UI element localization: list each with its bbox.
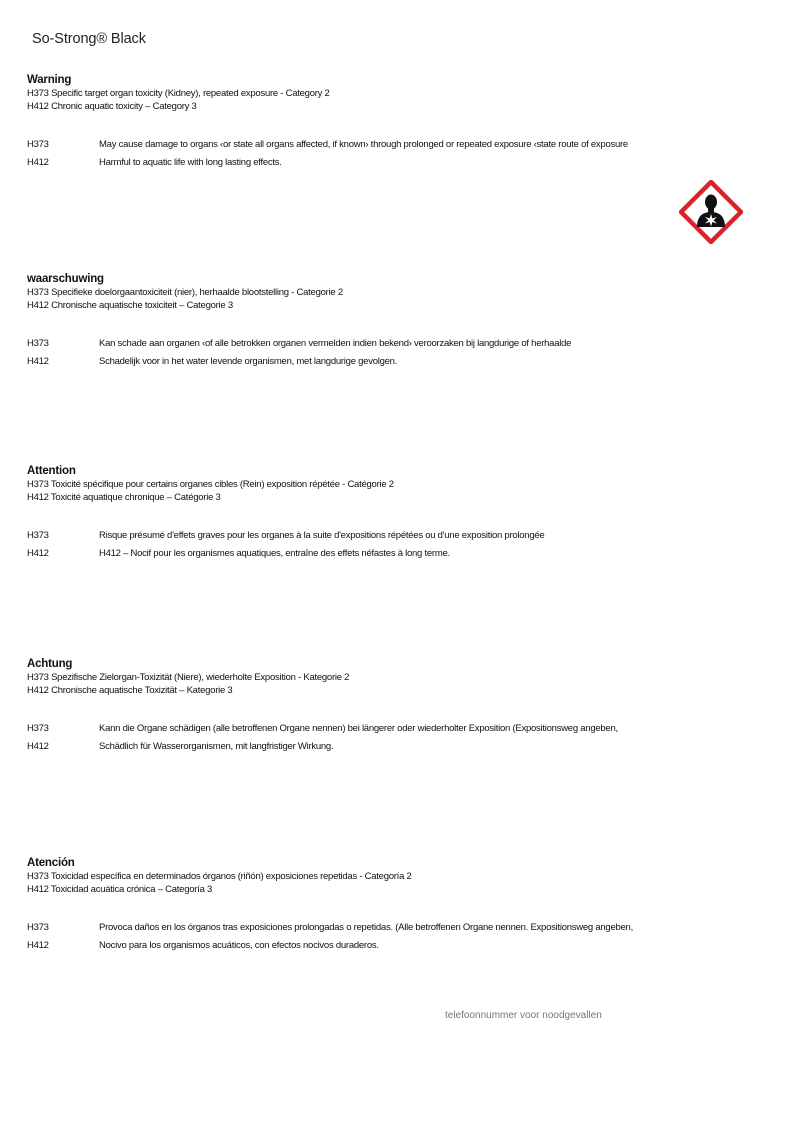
hazard-section-nl [27, 272, 747, 373]
emergency-phone-label: telefoonnummer voor noodgevallen [445, 1010, 602, 1021]
hazard-classification: H412 Chronic aquatic toxicity – Category 3 [27, 101, 197, 112]
hazard-code: H373 [27, 338, 49, 349]
hazard-statement-text: Nocivo para los organismos acuáticos, con efectos nocivos duraderos. [99, 940, 379, 951]
hazard-statement-row [27, 921, 747, 939]
hazard-statements [27, 529, 747, 565]
signal-word: Warning [27, 74, 72, 86]
hazard-statement-text: Schädlich für Wasserorganismen, mit langfristiger Wirkung. [99, 741, 334, 752]
hazard-statement-text: Risque présumé d'effets graves pour les organes à la suite d'expositions répétées ou d'une exposition prolongée [99, 530, 545, 541]
hazard-statement-text: Provoca daños en los órganos tras exposiciones prolongadas o repetidas. (Alle betroffenen Organe nennen. Expositionsweg angeben, [99, 922, 633, 933]
hazard-classification: H373 Toxicidad específica en determinados órganos (riñón) exposiciones repetidas - Categoría 2 [27, 871, 412, 882]
hazard-statement-row [27, 939, 747, 957]
hazard-statements [27, 921, 747, 957]
signal-word: Attention [27, 465, 76, 477]
hazard-classification: H412 Chronische aquatische toxiciteit – Categorie 3 [27, 300, 233, 311]
hazard-statement-text: Kann die Organe schädigen (alle betroffenen Organe nennen) bei längerer oder wiederholter Exposition (Expositionsweg angeben, [99, 723, 618, 734]
hazard-statement-text: Harmful to aquatic life with long lasting effects. [99, 157, 282, 168]
hazard-statement-text: Kan schade aan organen ‹of alle betrokken organen vermelden indien bekend› veroorzaken bij langdurige of herhaalde [99, 338, 572, 349]
hazard-statement-row [27, 337, 747, 355]
signal-word: Atención [27, 857, 75, 869]
hazard-code: H412 [27, 157, 49, 168]
hazard-statement-row [27, 138, 747, 156]
hazard-statements [27, 138, 747, 174]
hazard-statement-row [27, 740, 747, 758]
hazard-code: H373 [27, 530, 49, 541]
hazard-statement-row [27, 156, 747, 174]
hazard-statements [27, 722, 747, 758]
hazard-code: H373 [27, 139, 49, 150]
hazard-code: H412 [27, 741, 49, 752]
hazard-code: H412 [27, 940, 49, 951]
hazard-classification: H412 Chronische aquatische Toxizität – Kategorie 3 [27, 685, 233, 696]
ghs08-health-hazard-icon [679, 180, 743, 244]
hazard-statement-row [27, 547, 747, 565]
hazard-section-es [27, 856, 747, 957]
hazard-classification: H373 Specific target organ toxicity (Kidney), repeated exposure - Category 2 [27, 88, 330, 99]
signal-word: Achtung [27, 658, 73, 670]
hazard-statement-text: Schadelijk voor in het water levende organismen, met langdurige gevolgen. [99, 356, 398, 367]
hazard-statement-text: H412 – Nocif pour les organismes aquatiques, entraîne des effets néfastes à long terme. [99, 548, 450, 559]
product-title: So-Strong® Black [32, 31, 146, 47]
hazard-statement-text: May cause damage to organs ‹or state all organs affected, if known› through prolonged or repeated exposure ‹state route of exposure [99, 139, 628, 150]
hazard-section-de [27, 657, 747, 758]
hazard-section-en [27, 73, 747, 174]
hazard-code: H412 [27, 356, 49, 367]
hazard-code: H373 [27, 922, 49, 933]
hazard-classification: H373 Spezifische Zielorgan-Toxizität (Niere), wiederholte Exposition - Kategorie 2 [27, 672, 350, 683]
hazard-classification: H373 Toxicité spécifique pour certains organes cibles (Rein) exposition répétée - Catégorie 2 [27, 479, 394, 490]
hazard-statement-row [27, 529, 747, 547]
hazard-statement-row [27, 722, 747, 740]
hazard-code: H412 [27, 548, 49, 559]
hazard-code: H373 [27, 723, 49, 734]
hazard-classification: H373 Specifieke doelorgaantoxiciteit (nier), herhaalde blootstelling - Categorie 2 [27, 287, 343, 298]
hazard-section-fr [27, 464, 747, 565]
hazard-statement-row [27, 355, 747, 373]
signal-word: waarschuwing [27, 273, 104, 285]
hazard-classification: H412 Toxicité aquatique chronique – Catégorie 3 [27, 492, 221, 503]
hazard-classification: H412 Toxicidad acuática crónica – Categoría 3 [27, 884, 213, 895]
hazard-statements [27, 337, 747, 373]
